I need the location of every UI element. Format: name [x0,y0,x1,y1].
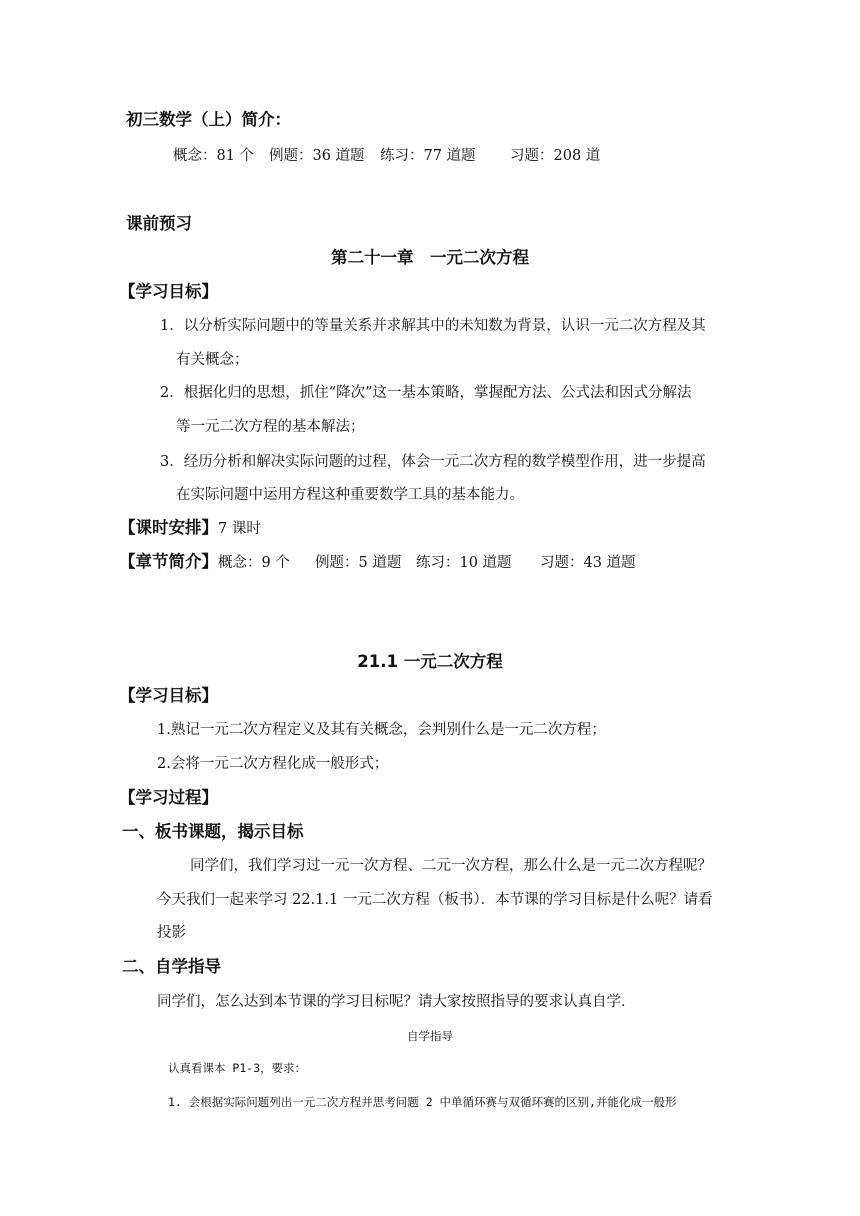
chapter-schedule-heading: 【课时安排】 [119,518,218,537]
guide-intro: 认真看课本 P1-3，要求： [168,1061,307,1075]
part2-heading: 二、自学指导 [122,957,221,976]
part1-line-1: 同学们，我们学习过一元一次方程、二元一次方程，那么什么是一元二次方程呢？ [190,858,712,874]
intro-stat-exercises: 练习：77 道题 [380,148,476,164]
preview-label: 课前预习 [126,214,192,233]
chapter-summary [119,552,636,573]
part1-line-2: 今天我们一起来学习 22.1.1 一元二次方程（板书）．本节课的学习目标是什么呢？请看 [157,892,713,908]
chapter-goal-2-line1: 2．根据化归的思想，抓住“降次”这一基本策略，掌握配方法、公式法和因式分解法 [160,385,692,401]
chapter-title: 第二十一章 一元二次方程 [331,248,529,267]
summary-stat-problems: 习题：43 道题 [540,555,636,571]
intro-stat-concepts: 概念：81 个 [173,148,255,164]
part1-line-3: 投影 [157,925,186,941]
chapter-goal-3-line1: 3．经历分析和解决实际问题的过程，体会一元二次方程的数学模型作用，进一步提高 [160,454,706,470]
section-title: 21.1 一元二次方程 [357,652,503,671]
intro-title: 初三数学（上）简介： [126,110,291,129]
chapter-goals-heading: 【学习目标】 [119,282,218,301]
section-goals-heading: 【学习目标】 [119,686,218,705]
summary-stat-concepts: 概念：9 个 [218,555,290,571]
chapter-goal-1-line1: 1．以分析实际问题中的等量关系并求解其中的未知数为背景，认识一元二次方程及其 [160,318,706,334]
section-process-heading: 【学习过程】 [119,788,218,807]
intro-stat-examples: 例题：36 道题 [269,148,365,164]
intro-stat-problems: 习题：208 道 [510,148,601,164]
chapter-goal-3-line2: 在实际问题中运用方程这种重要数学工具的基本能力。 [176,487,524,503]
guide-item-1: 1. 会根据实际问题列出一元二次方程并思考问题 2 中单循环赛与双循环赛的区别,并能化成一般形 [168,1095,677,1109]
part2-line: 同学们，怎么达到本节课的学习目标呢？请大家按照指导的要求认真自学． [157,994,636,1010]
part1-heading: 一、板书课题，揭示目标 [122,822,304,841]
chapter-goal-1-line2: 有关概念； [176,352,249,368]
chapter-schedule-value: 7 课时 [218,521,261,537]
section-goal-2: 2.会将一元二次方程化成一般形式； [157,756,389,772]
chapter-goal-2-line2: 等一元二次方程的基本解法； [176,419,365,435]
guide-title: 自学指导 [407,1029,453,1043]
chapter-schedule [119,518,261,539]
summary-stat-exercises: 练习：10 道题 [416,555,512,571]
section-goal-1: 1.熟记一元二次方程定义及其有关概念，会判别什么是一元二次方程； [157,722,606,738]
summary-stat-examples: 例题：5 道题 [315,555,402,571]
intro-stats [173,146,600,166]
chapter-summary-heading: 【章节简介】 [119,552,218,571]
